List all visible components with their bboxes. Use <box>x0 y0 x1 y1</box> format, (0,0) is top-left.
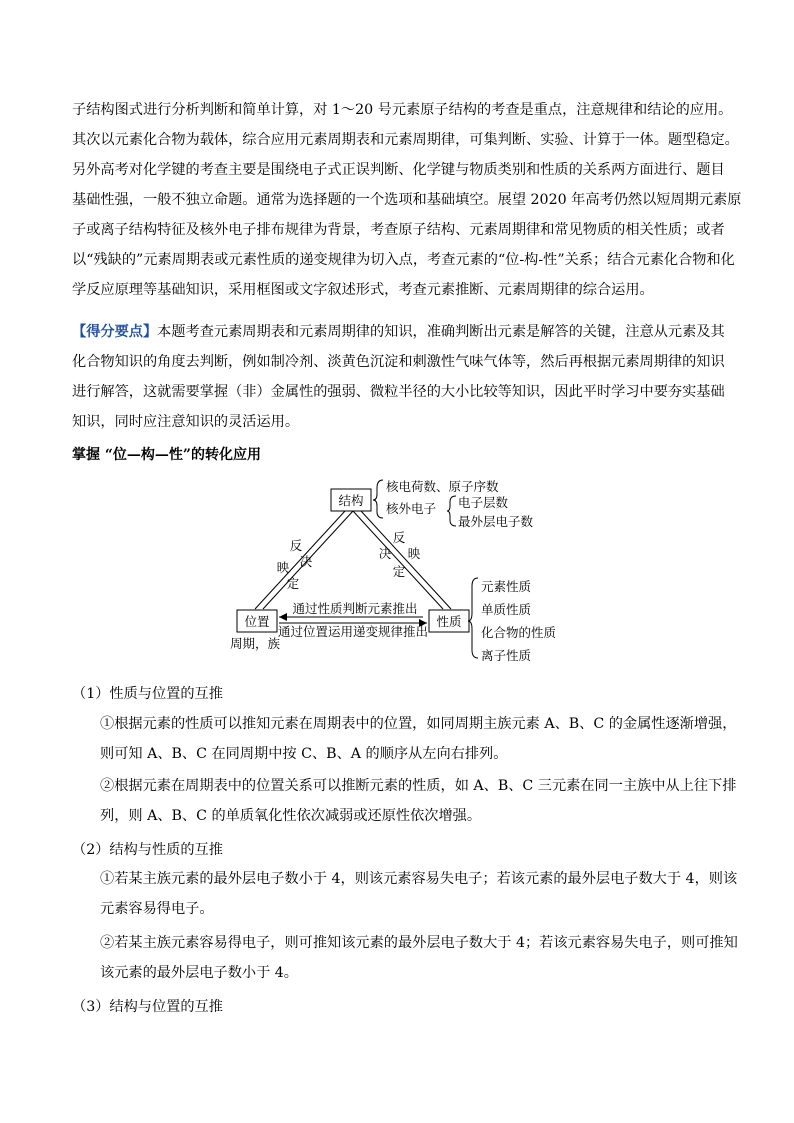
key-points-paragraph <box>72 317 732 437</box>
upper-arrow-label: 通过性质判断元素推出 <box>292 601 418 616</box>
text-line: 另外高考对化学键的考查主要是围绕电子式正误判断、化学键与物质类别和性质的关系两方面进行、题目 <box>72 162 725 178</box>
text-line: ①若某主族元素的最外层电子数小于 4，则该元素容易失电子；若该元素的最外层电子数大于 4，则该 <box>100 871 738 887</box>
text-line: ②根据元素在周期表中的位置关系可以推断元素的性质，如 A、B、C 三元素在同一主族中从上往下排 <box>100 778 737 794</box>
text-line: ②若某主族元素容易得电子，则可推知该元素的最外层电子数大于 4；若该元素容易失电子，则可推知 <box>100 935 738 951</box>
structure-brace <box>373 480 383 518</box>
structure-item-outer-shell: 最外层电子数 <box>458 514 534 529</box>
text-line: 子结构图式进行分析判断和简单计算，对 1～20 号元素原子结构的考查是重点，注意规律和结论的应用。 <box>72 102 733 118</box>
text-line: 知识，同时应注意知识的灵活运用。 <box>72 414 300 430</box>
left-edge-char: 反 <box>289 538 303 553</box>
left-edge-char: 映 <box>276 560 290 575</box>
position-node <box>237 610 277 632</box>
text-line: 该元素的最外层电子数小于 4。 <box>100 965 298 981</box>
section-3-title: （3）结构与位置的互推 <box>72 999 223 1015</box>
property-item: 元素性质 <box>481 579 532 594</box>
right-edge-line-outer <box>361 511 451 609</box>
text-line: 基础性强，一般不独立命题。通常为选择题的一个选项和基础填空。展望 2020 年高考仍然以短周期元素原 <box>72 192 742 208</box>
right-edge-char: 定 <box>392 564 406 579</box>
text-line: 进行解答，这就需要掌握（非）金属性的强弱、微粒半径的大小比较等知识，因此平时学习中要夯实基础 <box>72 384 725 400</box>
section-2-item-2 <box>100 928 738 988</box>
section-1-title: （1）性质与位置的互推 <box>72 686 223 702</box>
text-line: 化合物知识的角度去判断，例如制冷剂、淡黄色沉淀和刺激性气味气体等，然后再根据元素周期律的知识 <box>72 354 725 370</box>
text-line: 其次以元素化合物为载体，综合应用元素周期表和元素周期律，可集判断、实验、计算于一体。题型稳定。 <box>72 132 739 148</box>
structure-node-label: 结构 <box>338 493 364 508</box>
property-item: 离子性质 <box>481 648 532 663</box>
text-line: ①根据元素的性质可以推知元素在周期表中的位置，如同周期主族元素 A、B、C 的金属性逐渐增强， <box>100 716 737 732</box>
property-node <box>429 610 469 632</box>
text-line <box>72 317 732 347</box>
left-arrowhead-icon <box>279 613 287 621</box>
right-edge-char: 映 <box>407 546 421 561</box>
text-line: 列，则 A、B、C 的单质氧化性依次减弱或还原性依次增强。 <box>100 808 482 824</box>
text-line: 则可知 A、B、C 在同周期中按 C、B、A 的顺序从左向右排列。 <box>100 746 508 762</box>
lower-arrow-label: 通过位置运用递变规律推出 <box>277 624 429 639</box>
right-edge-line-inner <box>353 511 443 609</box>
intro-paragraph <box>72 95 742 305</box>
electron-brace <box>447 496 456 526</box>
right-edge-char: 反 <box>392 530 406 545</box>
property-item: 单质性质 <box>481 602 532 617</box>
section-2-item-1 <box>100 864 738 924</box>
diagram-heading: 掌握 “位—构—性”的转化应用 <box>72 447 261 463</box>
structure-node <box>331 489 371 511</box>
key-points-first-line: 本题考查元素周期表和元素周期律的知识，准确判断出元素是解答的关键，注意从元素及其 <box>157 324 725 340</box>
text-line: 子或离子结构特征及核外电子排布规律为背景，考查原子结构、元素周期律和常见物质的相关性质；或者 <box>72 222 725 238</box>
text-line: 元素容易得电子。 <box>100 901 214 917</box>
text-line: 学反应原理等基础知识，采用框图或文字叙述形式，考查元素推断、元素周期律的综合运用。 <box>72 282 654 298</box>
right-edge-char: 决 <box>378 546 392 561</box>
property-node-label: 性质 <box>436 614 462 629</box>
section-1-item-2 <box>100 771 737 831</box>
position-structure-property-diagram <box>0 470 794 670</box>
property-item: 化合物的性质 <box>481 625 557 640</box>
section-1-item-1 <box>100 709 737 769</box>
section-2-title: （2）结构与性质的互推 <box>72 842 223 858</box>
text-line: 以“残缺的”元素周期表或元素性质的递变规律为切入点，考查元素的“位-构-性”关系；结合元素化合物和化 <box>72 252 735 268</box>
structure-item-outer-electron: 核外电子 <box>386 501 437 516</box>
key-points-label: 【得分要点】 <box>72 324 158 340</box>
position-node-label: 位置 <box>244 614 270 629</box>
left-edge-char: 决 <box>299 554 313 569</box>
left-edge-char: 定 <box>286 576 300 591</box>
structure-item-nuclear: 核电荷数、原子序数 <box>386 479 499 494</box>
position-sublabel: 周期，族 <box>229 636 281 651</box>
structure-item-shells: 电子层数 <box>458 495 509 510</box>
